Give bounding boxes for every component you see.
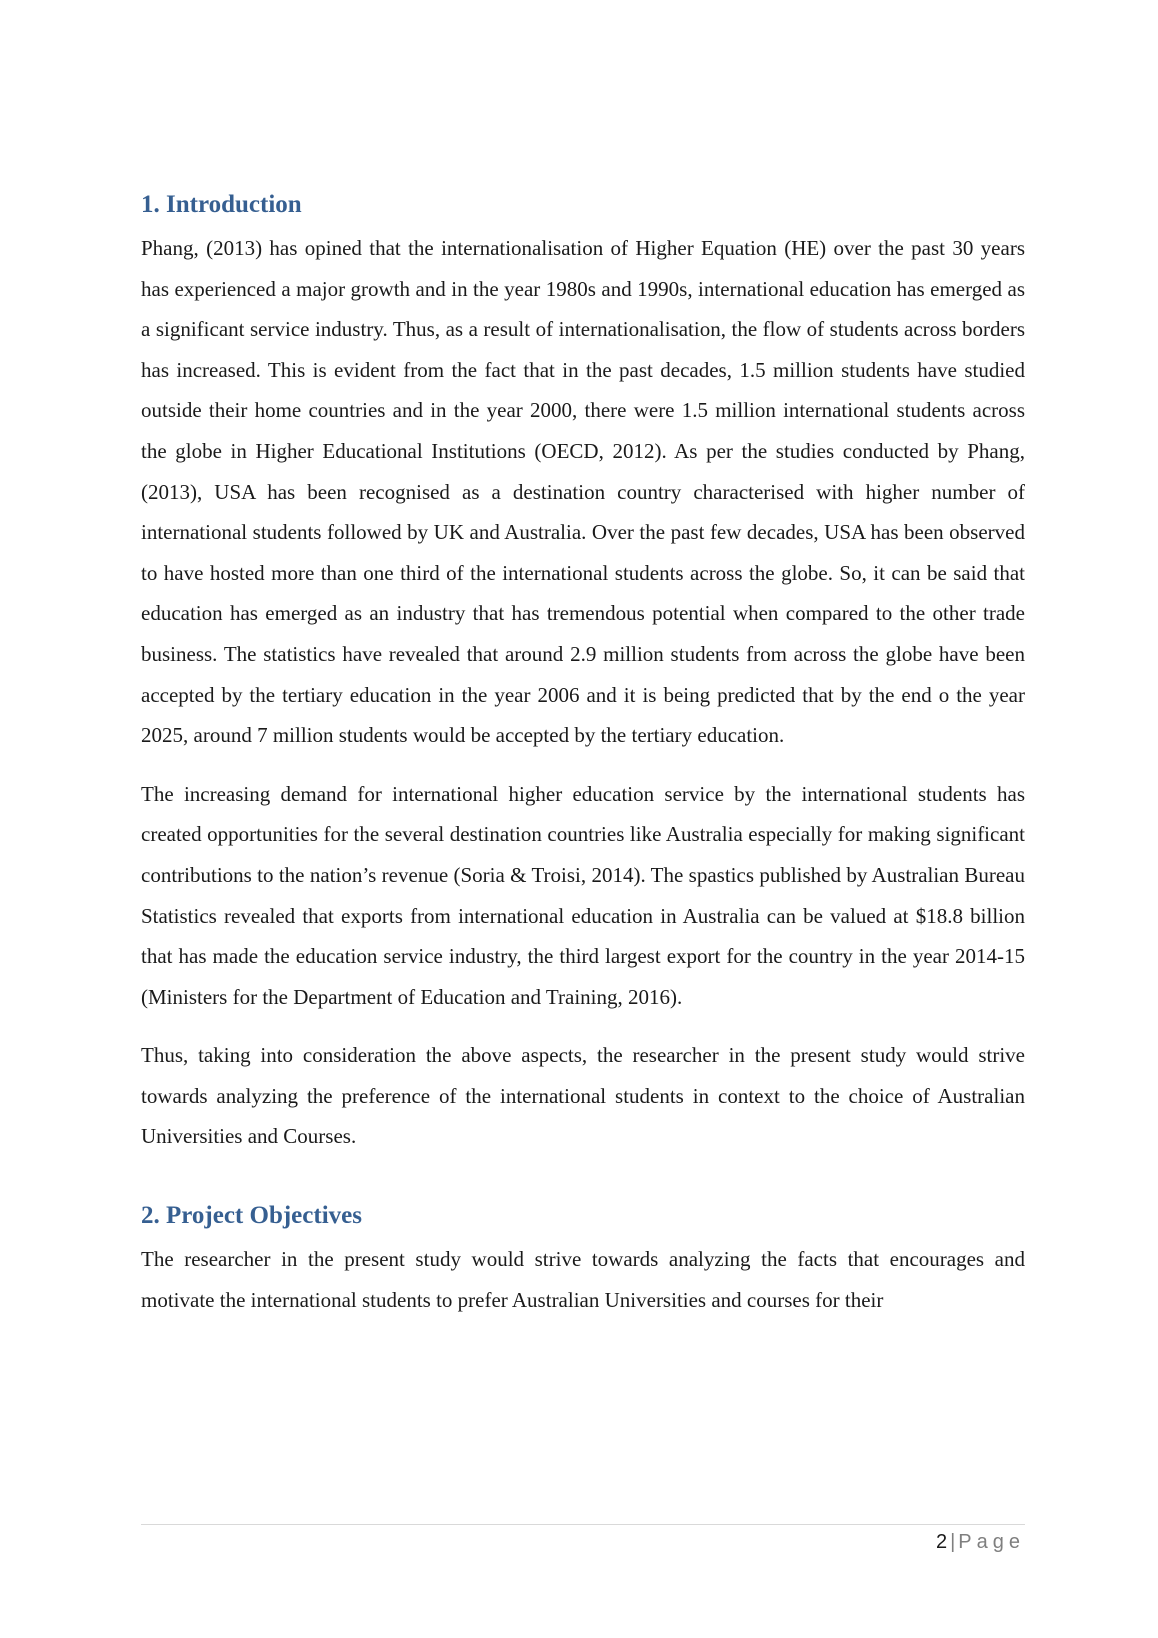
- footer-separator: |: [950, 1531, 956, 1553]
- page-label: Page: [958, 1531, 1025, 1553]
- page-number: 2: [935, 1531, 948, 1553]
- introduction-paragraph-2: The increasing demand for international higher education service by the international students has created opportunities for the several destination countries like Australia especially for making significant contributions to the nation’s revenue (Soria & Troisi, 2014). The spastics published by Australian Bureau Statistics revealed that exports from international education in Australia can be valued at $18.8 billion that has made the education service industry, the third largest export for the country in the year 2014-15 (Ministers for the Department of Education and Training, 2016).: [141, 781, 1025, 1009]
- introduction-paragraph-3: Thus, taking into consideration the above aspects, the researcher in the present study would strive towards analyzing the preference of the international students in context to the choice of Australian Universities and Courses.: [141, 1043, 1025, 1149]
- page-content: [141, 188, 1025, 1338]
- objectives-paragraph-1: The researcher in the present study would strive towards analyzing the facts that encourages and motivate the international students to prefer Australian Universities and courses for their: [141, 1247, 1025, 1312]
- introduction-paragraph-1: Phang, (2013) has opined that the internationalisation of Higher Equation (HE) over the past 30 years has experienced a major growth and in the year 1980s and 1990s, international education has emerged as a significant service industry. Thus, as a result of internationalisation, the flow of students across borders has increased. This is evident from the fact that in the past decades, 1.5 million students have studied outside their home countries and in the year 2000, there were 1.5 million international students across the globe in Higher Educational Institutions (OECD, 2012). As per the studies conducted by Phang, (2013), USA has been recognised as a destination country characterised with higher number of international students followed by UK and Australia. Over the past few decades, USA has been observed to have hosted more than one third of the international students across the globe. So, it can be said that education has emerged as an industry that has tremendous potential when compared to the other trade business. The statistics have revealed that around 2.9 million students from across the globe have been accepted by the tertiary education in the year 2006 and it is being predicted that by the end o the year 2025, around 7 million students would be accepted by the tertiary education.: [141, 236, 1025, 748]
- footer-divider: [141, 1524, 1025, 1525]
- section-heading-introduction: 1. Introduction: [141, 191, 302, 218]
- page-footer: [141, 1529, 1025, 1555]
- section-heading-project-objectives: 2. Project Objectives: [141, 1202, 362, 1230]
